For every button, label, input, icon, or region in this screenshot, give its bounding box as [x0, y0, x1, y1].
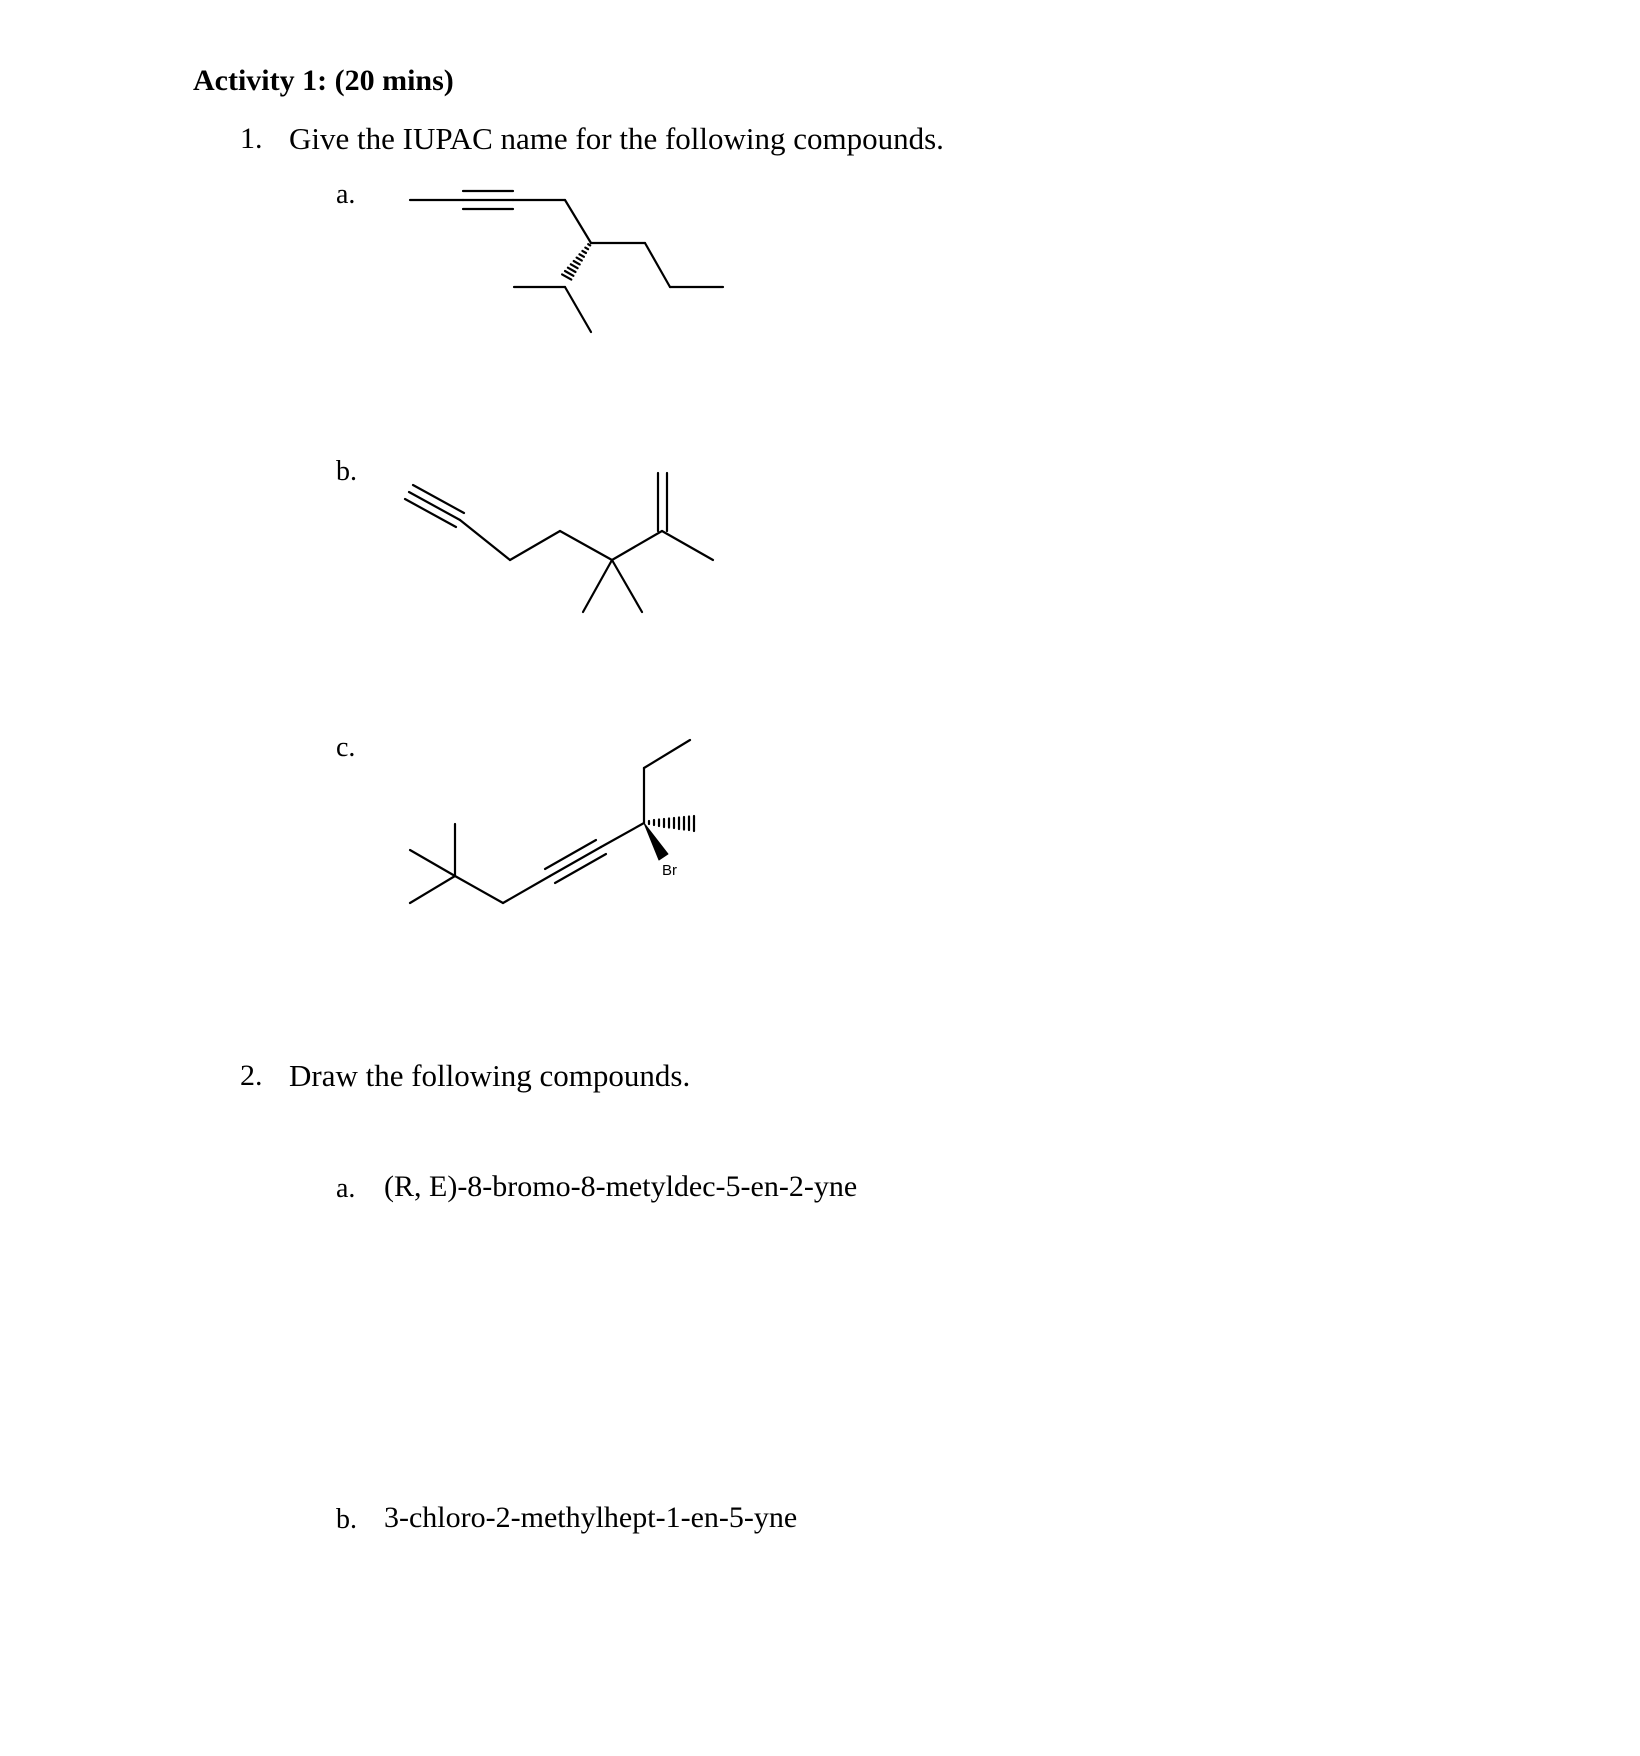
- question-2-number: 2.: [240, 1059, 263, 1092]
- question-1b-label: b.: [336, 456, 357, 487]
- question-1-number: 1.: [240, 122, 263, 155]
- question-2b-label: b.: [336, 1504, 357, 1535]
- activity-title: Activity 1: (20 mins): [193, 64, 454, 97]
- bromine-atom-label: Br: [662, 862, 677, 879]
- question-2b-compound-name: 3-chloro-2-methylhept-1-en-5-yne: [384, 1501, 798, 1534]
- question-2-prompt: Draw the following compounds.: [289, 1058, 691, 1093]
- question-2a-label: a.: [336, 1173, 356, 1204]
- question-1c-label: c.: [336, 732, 356, 763]
- question-2a-compound-name: (R, E)-8-bromo-8-metyldec-5-en-2-yne: [384, 1170, 858, 1203]
- question-1-prompt: Give the IUPAC name for the following compounds.: [289, 121, 944, 156]
- question-1a-label: a.: [336, 179, 356, 210]
